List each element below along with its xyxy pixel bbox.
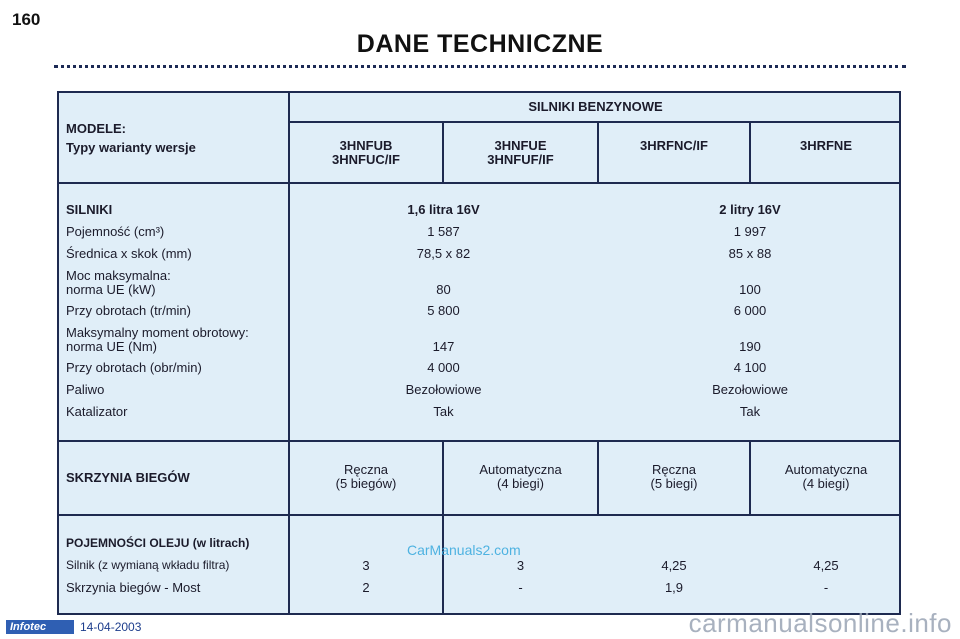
spec-label: Moc maksymalna: [66, 268, 171, 283]
oil-value: 4,25 [813, 558, 839, 573]
gearbox-value: (5 biegów) [335, 476, 397, 491]
oil-value: - [518, 580, 523, 595]
spec-value: 4 100 [733, 360, 767, 375]
site-watermark: carmanualsonline.info [688, 608, 952, 638]
spec-value: 1 587 [427, 224, 460, 239]
gearbox-value: (5 biegi) [650, 476, 698, 491]
spec-value: 100 [739, 282, 761, 297]
versions-label: Typy warianty wersje [66, 140, 196, 155]
gearbox-label: SKRZYNIA BIEGÓW [66, 470, 190, 485]
dotted-divider [54, 64, 906, 70]
spec-value: Tak [739, 404, 761, 419]
spec-table [57, 91, 901, 615]
version-header: 3HRFNC/IF [640, 138, 708, 153]
version-header: 3HRFNE [799, 138, 852, 153]
gearbox-value: Automatyczna [784, 462, 868, 477]
watermark-text: CarManuals2.com [407, 542, 521, 558]
spec-value: 85 x 88 [728, 246, 772, 261]
spec-value: 147 [432, 339, 455, 354]
footer-date: 14-04-2003 [80, 620, 142, 634]
table-line [59, 514, 901, 516]
gearbox-value: (4 biegi) [802, 476, 850, 491]
spec-value: Bezołowiowe [712, 382, 788, 397]
page-number: 160 [12, 10, 41, 29]
gearbox-value: Ręczna [651, 462, 697, 477]
spec-value: 1 997 [733, 224, 767, 239]
spec-value: Tak [433, 404, 454, 419]
oil-value: 2 [362, 580, 370, 595]
oil-value: 3 [516, 558, 525, 573]
spec-label: Katalizator [66, 404, 128, 419]
spec-label: Średnica x skok (mm) [66, 246, 192, 261]
table-line [59, 440, 901, 442]
oil-value: - [823, 580, 829, 595]
spec-label: norma UE (kW) [66, 282, 156, 297]
table-line [289, 121, 901, 123]
spec-value: 80 [436, 282, 451, 297]
gearbox-value: (4 biegi) [497, 476, 544, 491]
spec-label: Paliwo [66, 382, 105, 397]
version-header: 3HNFUC/IF [332, 152, 400, 167]
spec-label: Maksymalny moment obrotowy: [66, 325, 249, 340]
spec-value: Bezołowiowe [405, 382, 482, 397]
version-header: 3HNFUF/IF [487, 152, 554, 167]
oil-value: 1,9 [664, 580, 684, 595]
oil-value: 3 [362, 558, 370, 573]
engine-capacity: 2 litry 16V [719, 202, 781, 217]
oil-label: Skrzynia biegów - Most [66, 580, 201, 595]
spec-value: 5 800 [427, 303, 460, 318]
engine-capacity: 1,6 litra 16V [407, 202, 480, 217]
oil-heading: POJEMNOŚCI OLEJU (w litrach) [66, 536, 250, 550]
table-line [59, 182, 901, 184]
engine-group-header: SILNIKI BENZYNOWE [528, 99, 663, 114]
version-header: 3HNFUE [494, 138, 547, 153]
spec-value: 4 000 [427, 360, 460, 375]
gearbox-value: Automatyczna [479, 462, 562, 477]
page-title: DANE TECHNICZNE [356, 30, 604, 58]
spec-label: Przy obrotach (tr/min) [66, 303, 191, 318]
gearbox-value: Ręczna [343, 462, 389, 477]
infotec-logo: Infotec [6, 620, 74, 634]
version-header: 3HNFUB [339, 138, 393, 153]
spec-value: 6 000 [733, 303, 767, 318]
oil-label: Silnik (z wymianą wkładu filtra) [66, 558, 230, 572]
oil-value: 4,25 [661, 558, 687, 573]
models-label: MODELE: [66, 121, 126, 136]
spec-label: Pojemność (cm³) [66, 224, 165, 239]
engines-heading: SILNIKI [66, 202, 113, 217]
spec-label: Przy obrotach (obr/min) [66, 360, 202, 375]
spec-value: 78,5 x 82 [416, 246, 471, 261]
spec-value: 190 [739, 339, 761, 354]
spec-label: norma UE (Nm) [66, 339, 158, 354]
table-line [288, 93, 290, 615]
